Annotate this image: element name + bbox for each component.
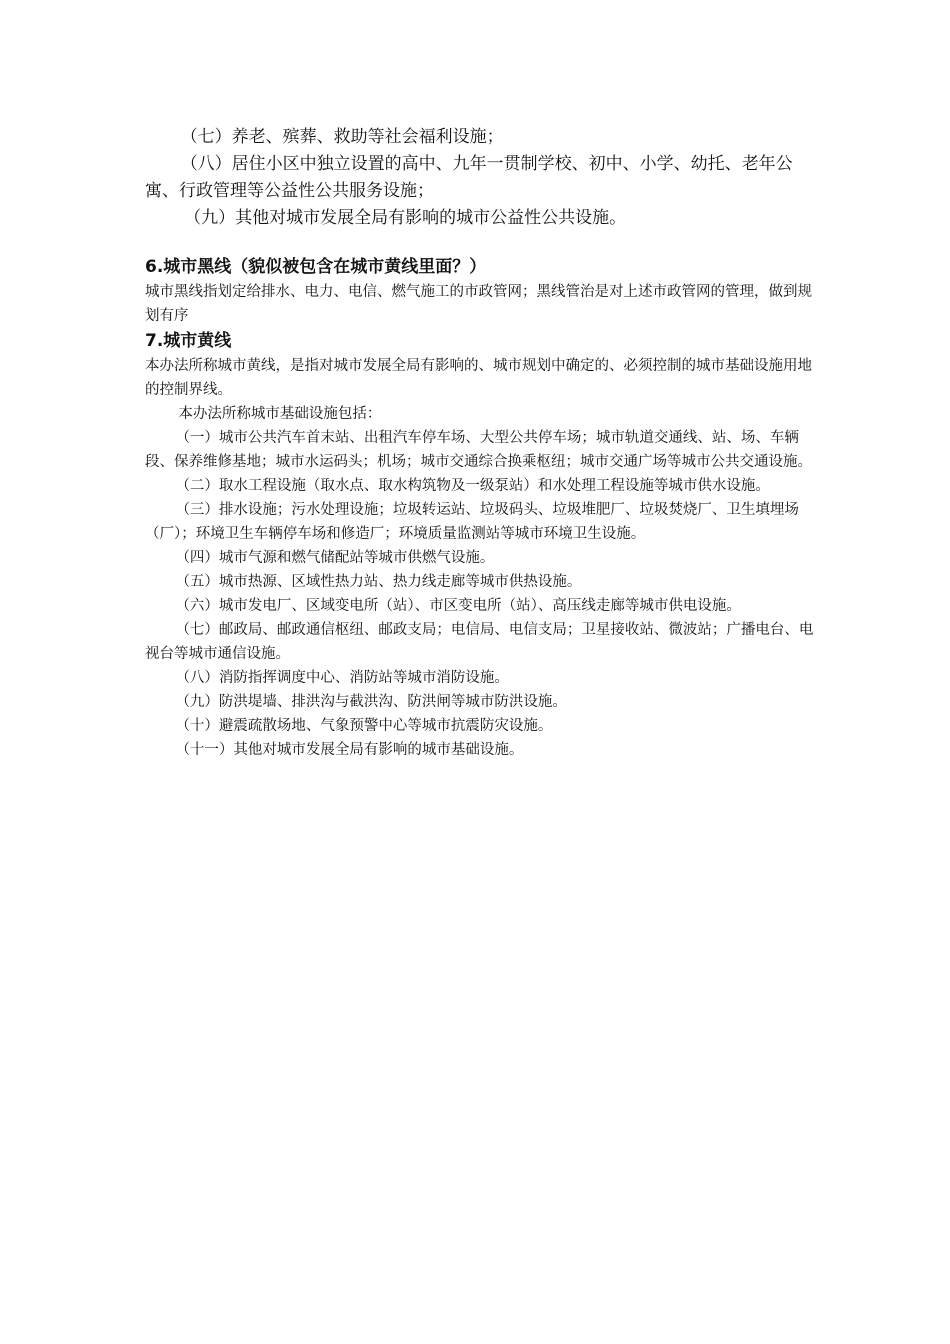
list-item: （九）防洪堤墙、排洪沟与截洪沟、防洪闸等城市防洪设施。	[175, 694, 567, 710]
paragraph-yellow-line-intro: 本办法所称城市黄线，是指对城市发展全局有影响的、城市规划中确定的、必须控制的城市基础设施用地的控制界线。	[145, 358, 812, 398]
list-item-7-welfare: （七）养老、殡葬、救助等社会福利设施；	[180, 127, 504, 147]
list-item-9-other-public: （九）其他对城市发展全局有影响的城市公益性公共设施。	[184, 208, 627, 228]
list-item: （五）城市热源、区域性热力站、热力线走廊等城市供热设施。	[175, 574, 582, 590]
document-content	[145, 124, 815, 762]
heading-yellow-line: 7.城市黄线	[145, 331, 232, 351]
list-item: （八）消防指挥调度中心、消防站等城市消防设施。	[175, 670, 509, 686]
list-item: （二）取水工程设施（取水点、取水构筑物及一级泵站）和水处理工程设施等城市供水设施。	[175, 478, 770, 494]
list-item-8-public-service: （八）居住小区中独立设置的高中、九年一贯制学校、初中、小学、幼托、老年公寓、行政管理等公益性公共服务设施；	[145, 154, 793, 201]
list-item: （三）排水设施；污水处理设施；垃圾转运站、垃圾码头、垃圾堆肥厂、垃圾焚烧厂、卫生填埋场（厂）；环境卫生车辆停车场和修造厂；环境质量监测站等城市环境卫生设施。	[145, 502, 799, 542]
list-item: （四）城市气源和燃气储配站等城市供燃气设施。	[175, 550, 495, 566]
paragraph-infrastructure-lead: 本办法所称城市基础设施包括：	[178, 406, 382, 422]
list-item: （十）避震疏散场地、气象预警中心等城市抗震防灾设施。	[175, 718, 553, 734]
list-item: （七）邮政局、邮政通信枢纽、邮政支局；电信局、电信支局；卫星接收站、微波站；广播电台、电视台等城市通信设施。	[145, 622, 814, 662]
list-item: （六）城市发电厂、区域变电所（站）、市区变电所（站）、高压线走廊等城市供电设施。	[175, 598, 741, 614]
paragraph-black-line: 城市黑线指划定给排水、电力、电信、燃气施工的市政管网；黑线管治是对上述市政管网的管理，做到规划有序	[145, 284, 812, 324]
list-item: （十一）其他对城市发展全局有影响的城市基础设施。	[175, 742, 524, 758]
list-item: （一）城市公共汽车首末站、出租汽车停车场、大型公共停车场；城市轨道交通线、站、场、车辆段、保养维修基地；城市水运码头；机场；城市交通综合换乘枢纽；城市交通广场等城市公共交通设施。	[145, 430, 812, 470]
heading-black-line: 6.城市黑线（貌似被包含在城市黄线里面？）	[145, 257, 487, 277]
spacer	[145, 232, 815, 254]
